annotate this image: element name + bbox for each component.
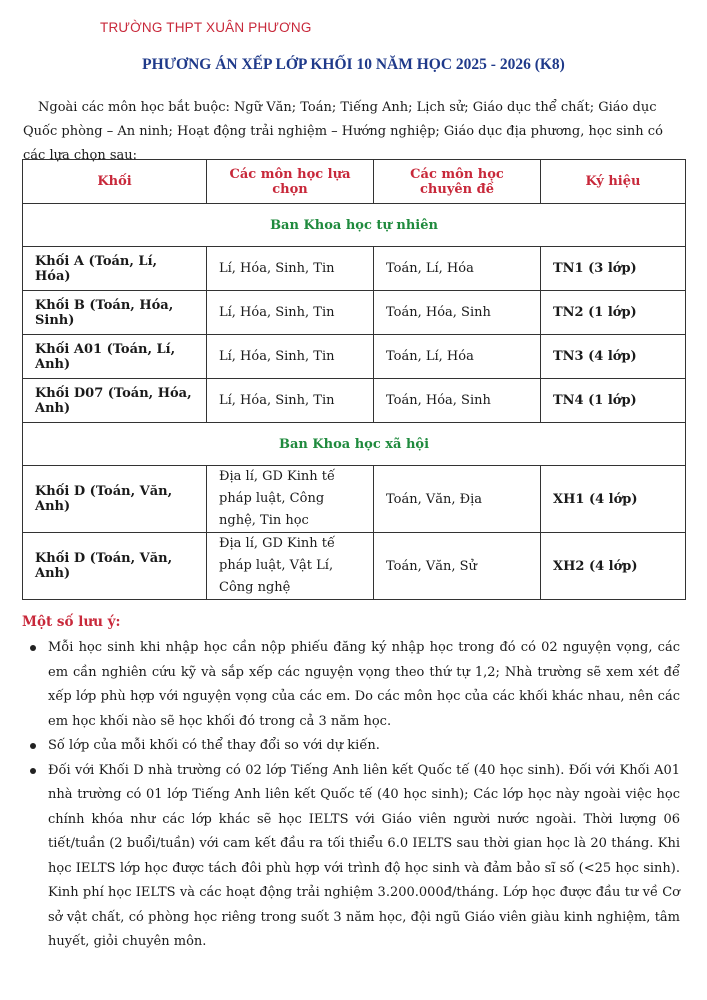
- cell-mon-chuyen-de: Toán, Lí, Hóa: [374, 335, 541, 379]
- notes-list: [22, 636, 680, 955]
- list-item: [22, 636, 680, 734]
- header-khoi: Khối: [23, 160, 207, 204]
- header-mon-chuyen-de: Các môn học chuyên đề: [374, 160, 541, 204]
- list-item: [22, 759, 680, 955]
- group-social-sciences: Ban Khoa học xã hội: [23, 423, 686, 466]
- cell-mon-chuyen-de: Toán, Hóa, Sinh: [374, 379, 541, 423]
- table-row: [23, 335, 686, 379]
- cell-mon-chuyen-de: Toán, Hóa, Sinh: [374, 291, 541, 335]
- notes-title: Một số lưu ý:: [22, 614, 121, 630]
- cell-ky-hieu: XH2 (4 lớp): [541, 533, 686, 600]
- table-row: [23, 533, 686, 600]
- header-mon-lua-chon: Các môn học lựa chọn: [207, 160, 374, 204]
- cell-khoi: Khối A01 (Toán, Lí, Anh): [23, 335, 207, 379]
- cell-khoi: Khối D (Toán, Văn, Anh): [23, 466, 207, 533]
- table-header-row: [23, 160, 686, 204]
- cell-mon-lua-chon: Lí, Hóa, Sinh, Tin: [207, 247, 374, 291]
- bullet-icon: [30, 743, 36, 749]
- intro-paragraph: Ngoài các môn học bắt buộc: Ngữ Văn; Toán; Tiếng Anh; Lịch sử; Giáo dục thể chất; Giáo dục Quốc phòng – An ninh; Hoạt động trải nghiệm – Hướng nghiệp; Giáo dục địa phương, học sinh có các lựa chọn sau:: [23, 100, 663, 163]
- table-row: [23, 291, 686, 335]
- group-row: [23, 204, 686, 247]
- cell-khoi: Khối D07 (Toán, Hóa, Anh): [23, 379, 207, 423]
- cell-mon-lua-chon: Lí, Hóa, Sinh, Tin: [207, 291, 374, 335]
- cell-mon-chuyen-de: Toán, Lí, Hóa: [374, 247, 541, 291]
- bullet-icon: [30, 645, 36, 651]
- cell-khoi: Khối B (Toán, Hóa, Sinh): [23, 291, 207, 335]
- table-row: [23, 379, 686, 423]
- cell-ky-hieu: TN2 (1 lớp): [541, 291, 686, 335]
- group-row: [23, 423, 686, 466]
- cell-mon-lua-chon: Lí, Hóa, Sinh, Tin: [207, 379, 374, 423]
- note-text: Đối với Khối D nhà trường có 02 lớp Tiếng Anh liên kết Quốc tế (40 học sinh). Đối với Khối A01 nhà trường có 01 lớp Tiếng Anh liên kết Quốc tế (40 học sinh); Các lớp học này ngoài việc học chính khóa như các lớp khác sẽ học IELTS với Giáo viên người nước ngoài. Thời lượng 06 tiết/tuần (2 buổi/tuần) với cam kết đầu ra tối thiểu 6.0 IELTS sau thời gian học là 20 tháng. Khi học IELTS lớp học được tách đôi phù hợp với trình độ học sinh và đảm bảo sĩ số (<25 học sinh). Kinh phí học IELTS và các hoạt động trải nghiệm 3.200.000đ/tháng. Lớp học được đầu tư về Cơ sở vật chất, có phòng học riêng trong suốt 3 năm học, đội ngũ Giáo viên giàu kinh nghiệm, tâm huyết, giỏi chuyên môn.: [48, 762, 680, 949]
- table-row: [23, 466, 686, 533]
- note-text: Mỗi học sinh khi nhập học cần nộp phiếu đăng ký nhập học trong đó có 02 nguyện vọng, các em cần nghiên cứu kỹ và sắp xếp các nguyện vọng theo thứ tự 1,2; Nhà trường sẽ xem xét để xếp lớp phù hợp với nguyện vọng của các em. Do các môn học của các khối khác nhau, nên các em học khối nào sẽ học khối đó trong cả 3 năm học.: [48, 640, 680, 729]
- group-natural-sciences: Ban Khoa học tự nhiên: [23, 204, 686, 247]
- cell-ky-hieu: TN1 (3 lớp): [541, 247, 686, 291]
- cell-mon-chuyen-de: Toán, Văn, Sử: [374, 533, 541, 600]
- cell-khoi: Khối A (Toán, Lí, Hóa): [23, 247, 207, 291]
- school-name: TRƯỜNG THPT XUÂN PHƯƠNG: [100, 20, 312, 35]
- list-item: [22, 734, 680, 759]
- table-row: [23, 247, 686, 291]
- note-text: Số lớp của mỗi khối có thể thay đổi so với dự kiến.: [48, 738, 380, 753]
- cell-mon-lua-chon: Địa lí, GD Kinh tế pháp luật, Công nghệ, Tin học: [207, 466, 374, 533]
- page-title: PHƯƠNG ÁN XẾP LỚP KHỐI 10 NĂM HỌC 2025 - 2026 (K8): [142, 56, 565, 73]
- cell-ky-hieu: TN3 (4 lớp): [541, 335, 686, 379]
- header-ky-hieu: Ký hiệu: [541, 160, 686, 204]
- cell-ky-hieu: TN4 (1 lớp): [541, 379, 686, 423]
- bullet-icon: [30, 768, 36, 774]
- cell-mon-chuyen-de: Toán, Văn, Địa: [374, 466, 541, 533]
- cell-khoi: Khối D (Toán, Văn, Anh): [23, 533, 207, 600]
- cell-mon-lua-chon: Lí, Hóa, Sinh, Tin: [207, 335, 374, 379]
- cell-ky-hieu: XH1 (4 lớp): [541, 466, 686, 533]
- cell-mon-lua-chon: Địa lí, GD Kinh tế pháp luật, Vật Lí, Công nghệ: [207, 533, 374, 600]
- class-allocation-table: [22, 159, 686, 600]
